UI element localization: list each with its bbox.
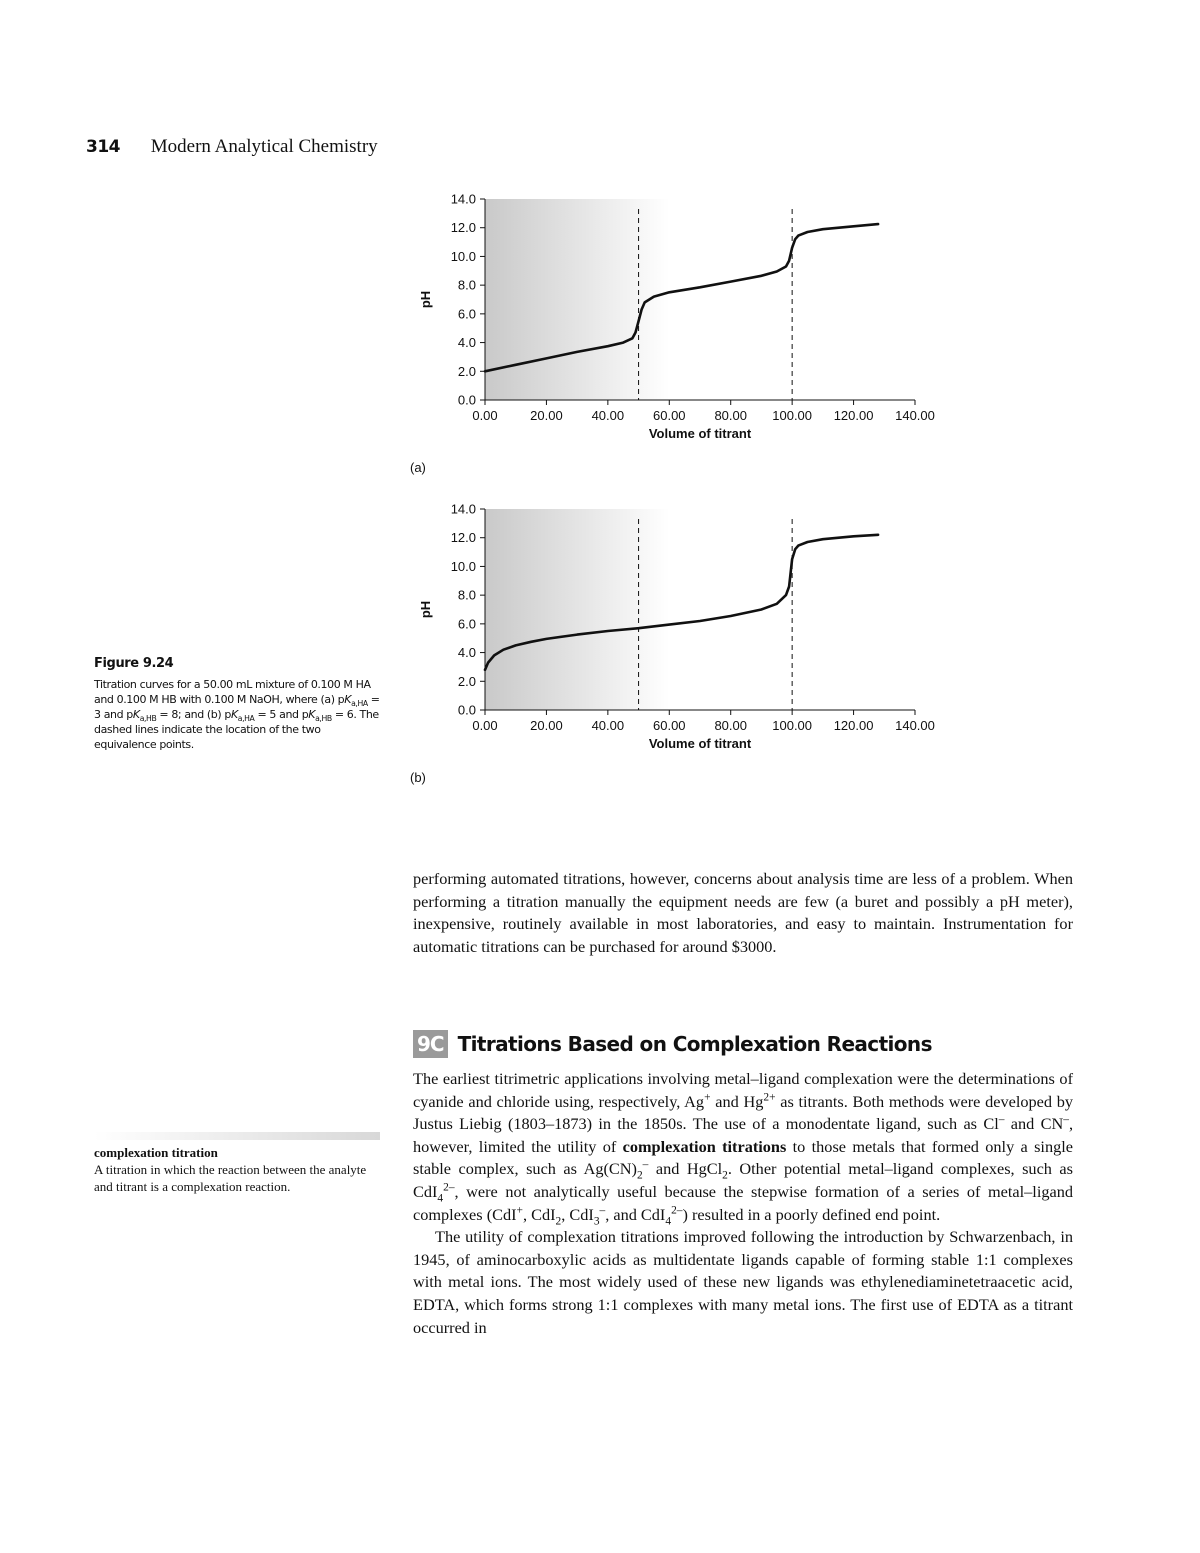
margin-glossary xyxy=(94,1132,380,1195)
x-tick-label: 100.00 xyxy=(772,408,813,423)
x-tick-label: 0.00 xyxy=(472,718,498,733)
caption-part: a,HB xyxy=(139,714,157,724)
y-tick-label: 0.0 xyxy=(457,392,476,408)
section-number: 9C xyxy=(413,1030,448,1058)
y-axis-title: pH xyxy=(418,290,433,309)
text-run: , were not analytically useful because the stepwise formation of a series of metal–ligand complexes (CdI xyxy=(413,1181,1073,1224)
text-run: ) resulted in a poorly defined end point. xyxy=(682,1204,941,1224)
subscript: 3 xyxy=(593,1214,600,1227)
text-run: The earliest titrimetric applications involving metal–ligand complexation were the determinations of cyanide and chloride using, respectively, Ag xyxy=(413,1069,1073,1111)
page-number: 314 xyxy=(86,137,120,157)
x-tick-label: 40.00 xyxy=(591,408,625,423)
y-tick-label: 4.0 xyxy=(457,645,476,661)
y-tick-label: 2.0 xyxy=(457,363,476,379)
superscript: – xyxy=(998,1113,1005,1126)
x-tick-label: 120.00 xyxy=(833,408,874,423)
text-run: and CN xyxy=(1004,1114,1064,1134)
plot-shading xyxy=(485,509,669,710)
text-run: . Other potential metal–ligand complexes, such as CdI xyxy=(413,1159,1073,1201)
subscript: 2 xyxy=(555,1214,562,1227)
y-tick-label: 8.0 xyxy=(457,587,476,603)
y-tick-label: 6.0 xyxy=(457,306,476,322)
text-run: , CdI xyxy=(561,1204,594,1224)
body-text xyxy=(413,1068,1073,1339)
text-run: as titrants. Both methods were developed by Justus Liebig (1803–1873) in the 1850s. The use of a monodentate ligand, such as Cl xyxy=(413,1091,1074,1134)
x-tick-label: 140.00 xyxy=(895,408,935,423)
chart-a-svg xyxy=(410,185,950,505)
x-tick-label: 20.00 xyxy=(530,408,563,423)
x-tick-label: 0.00 xyxy=(472,408,498,423)
y-tick-label: 14.0 xyxy=(450,191,476,207)
x-tick-label: 40.00 xyxy=(591,718,625,733)
text-run: and Hg xyxy=(710,1091,764,1111)
figure-title: Figure 9.24 xyxy=(94,656,174,671)
paragraph-3: The utility of complexation titrations improved following the introduction by Schwarzenbach, in 1945, of aminocarboxylic acids as multidentate ligands capable of forming stable 1:1 complexes with metal ions. The most widely used of these new ligands was ethylenediaminetetraacetic acid, EDTA, which forms strong 1:1 complexes with many metal ions. The first use of EDTA as a titrant occurred in xyxy=(413,1227,1073,1337)
subscript: 4 xyxy=(437,1192,444,1205)
text-run: , and CdI xyxy=(605,1204,666,1224)
paragraph-2 xyxy=(413,1068,1073,1226)
y-tick-label: 4.0 xyxy=(457,335,476,351)
paragraph-1 xyxy=(413,868,1073,958)
panel-label: (a) xyxy=(410,460,426,475)
caption-part: a,HA xyxy=(351,699,368,709)
x-tick-label: 120.00 xyxy=(833,718,874,733)
figure-caption xyxy=(94,656,382,752)
text-run: , CdI xyxy=(522,1204,556,1224)
y-tick-label: 6.0 xyxy=(457,616,476,632)
x-axis-title: Volume of titrant xyxy=(648,426,752,441)
x-tick-label: 100.00 xyxy=(772,718,813,733)
y-tick-label: 10.0 xyxy=(450,558,476,574)
superscript: – xyxy=(642,1158,649,1171)
x-tick-label: 80.00 xyxy=(714,408,747,423)
subscript: 2 xyxy=(636,1169,643,1182)
caption-part: a,HB xyxy=(315,714,332,724)
y-tick-label: 10.0 xyxy=(450,248,476,264)
text-run: , however, limited the utility of xyxy=(413,1114,1074,1156)
y-tick-label: 2.0 xyxy=(457,673,476,689)
caption-part: Titration curves for a 50.00 mL mixture of 0.100 M HA and 0.100 M HB with 0.100 M NaOH, where (a) p xyxy=(94,678,371,706)
titration-chart-a xyxy=(410,185,950,505)
superscript: – xyxy=(599,1204,606,1217)
caption-part: K xyxy=(132,708,140,721)
subscript: 4 xyxy=(665,1214,672,1227)
figure-caption-text xyxy=(94,677,382,752)
caption-part: = 3 and p xyxy=(94,693,380,721)
caption-part: = 6. The dashed lines indicate the location of the two equivalence points. xyxy=(94,708,379,751)
x-tick-label: 60.00 xyxy=(653,718,686,733)
x-tick-label: 20.00 xyxy=(530,718,563,733)
superscript: + xyxy=(516,1204,523,1217)
running-head xyxy=(86,136,378,158)
y-tick-label: 8.0 xyxy=(457,277,476,293)
y-tick-label: 12.0 xyxy=(450,220,476,236)
plot-shading xyxy=(485,199,669,400)
y-tick-label: 12.0 xyxy=(450,530,476,546)
paragraph-1-text: performing automated titrations, however, concerns about analysis time are less of a problem. When performing a titration manually the equipment needs are few (a buret and possibly a pH meter), inexpensive, routinely available in most laboratories, and easy to maintain. Instrumentation for automatic titrations can be purchased for around $3000. xyxy=(413,869,1073,956)
subscript: 2 xyxy=(722,1169,728,1182)
bold-term: complexation titrations xyxy=(622,1136,787,1156)
x-tick-label: 60.00 xyxy=(653,408,686,423)
superscript: 2+ xyxy=(763,1091,776,1104)
glossary-bar xyxy=(94,1132,380,1140)
glossary-definition: A titration in which the reaction between the analyte and titrant is a complexation reaction. xyxy=(94,1162,367,1194)
panel-label: (b) xyxy=(410,770,426,785)
x-tick-label: 140.00 xyxy=(895,718,935,733)
superscript: 2– xyxy=(671,1204,683,1217)
chart-b-svg xyxy=(410,495,950,815)
superscript: + xyxy=(704,1091,711,1104)
superscript: 2– xyxy=(443,1181,455,1194)
section-title: Titrations Based on Complexation Reactions xyxy=(457,1032,932,1056)
glossary-term: complexation titration xyxy=(94,1145,218,1160)
caption-part: = 8; and (b) p xyxy=(156,708,231,721)
caption-part: a,HA xyxy=(237,714,255,724)
y-axis-title: pH xyxy=(418,600,433,619)
y-tick-label: 14.0 xyxy=(450,501,476,517)
caption-part: K xyxy=(308,708,316,721)
text-run: and HgCl xyxy=(648,1159,723,1179)
caption-part: K xyxy=(230,708,238,721)
x-axis-title: Volume of titrant xyxy=(648,736,752,751)
text-run: to those metals that formed only a single stable complex, such as Ag(CN) xyxy=(413,1136,1073,1179)
superscript: – xyxy=(1063,1113,1069,1126)
titration-chart-b xyxy=(410,495,950,815)
book-title: Modern Analytical Chemistry xyxy=(150,136,378,157)
y-tick-label: 0.0 xyxy=(457,702,476,718)
section-heading xyxy=(413,1027,932,1061)
caption-part: = 5 and p xyxy=(254,708,309,721)
x-tick-label: 80.00 xyxy=(714,718,747,733)
caption-part: K xyxy=(344,693,352,706)
